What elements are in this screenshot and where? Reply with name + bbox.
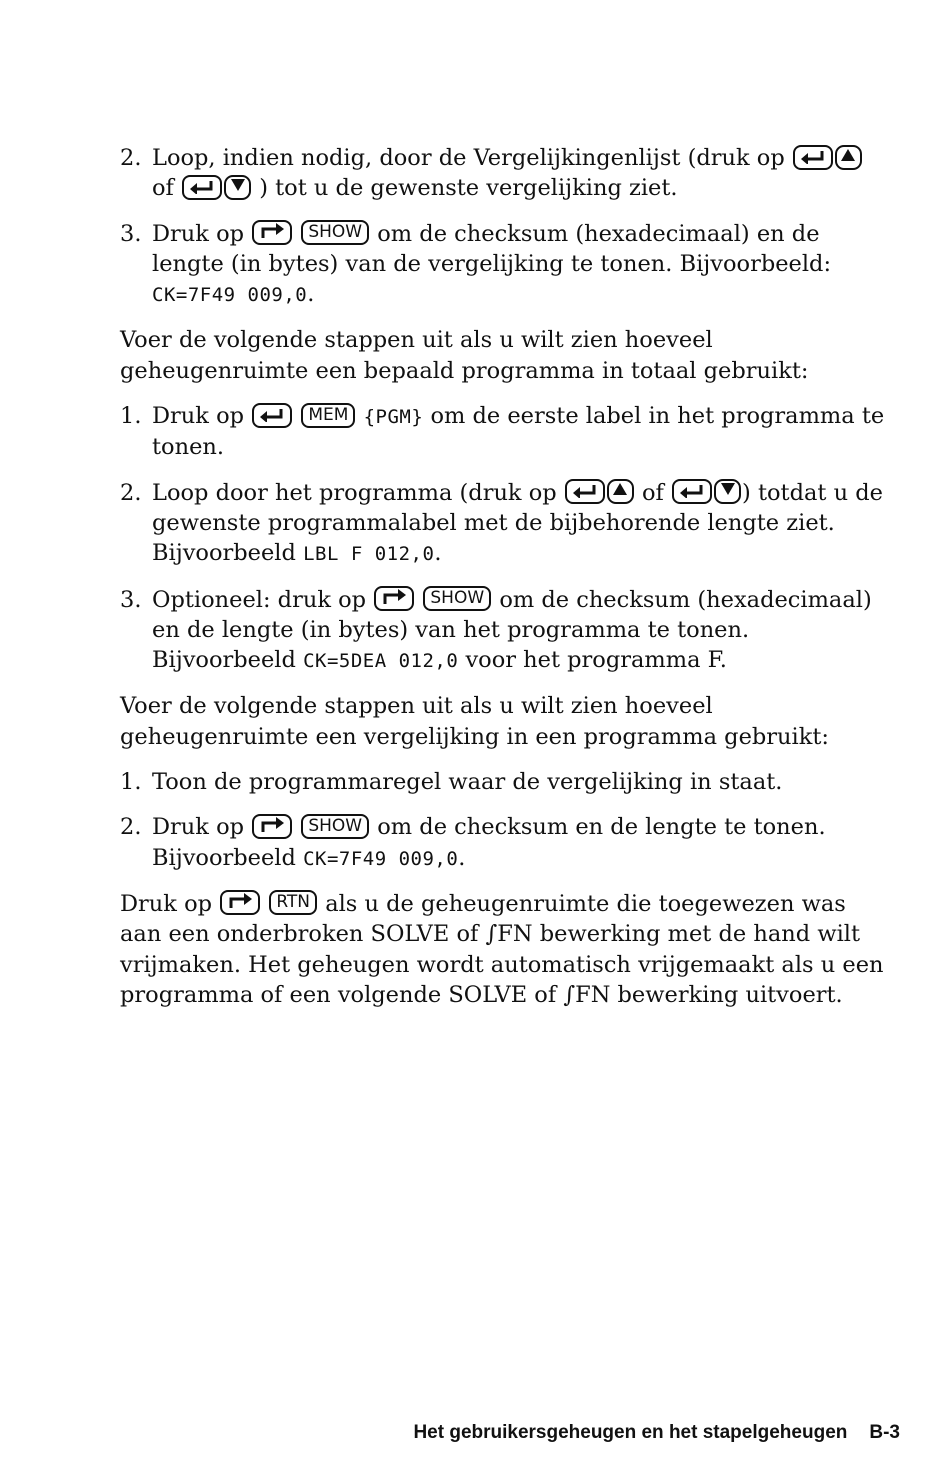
right-shift-key-icon	[220, 890, 260, 915]
left-shift-key-icon	[252, 403, 292, 428]
step-text: Optioneel: druk op SHOW om de checksum (hexadecimaal) en de lengte (in bytes) van het programma te tonen. Bijvoorbeeld CK=5DEA 012,0 voor het programma F.	[152, 586, 872, 674]
right-shift-key-icon	[252, 814, 292, 839]
step-text: Loop, indien nodig, door de Vergelijkingenlijst (druk op of ) tot u de gewenste vergelijking ziet.	[152, 143, 890, 204]
step-number: 1.	[120, 403, 142, 430]
footer-title: Het gebruikersgeheugen en het stapelgeheugen	[413, 1422, 848, 1443]
list-item	[120, 143, 890, 204]
step-text: Loop door het programma (druk op of ) totdat u de gewenste programmalabel met de bijbehorende lengte ziet. Bijvoorbeeld LBL F 012,0.	[152, 479, 883, 567]
up-arrow-key-icon	[835, 145, 862, 170]
show-key: SHOW	[301, 220, 369, 245]
list-item	[120, 767, 890, 797]
down-arrow-key-icon	[224, 175, 251, 200]
step-number: 3.	[120, 586, 142, 613]
display-readout: CK=5DEA 012,0	[303, 650, 459, 673]
right-shift-key-icon	[252, 220, 292, 245]
show-key: SHOW	[423, 586, 491, 611]
page-content	[120, 143, 890, 1025]
page-number: B-3	[869, 1422, 900, 1443]
step-text: Druk op MEM {PGM} om de eerste label in het programma te tonen.	[152, 403, 885, 461]
step-number: 2.	[120, 145, 142, 171]
step-text: Druk op SHOW om de checksum en de lengte te tonen. Bijvoorbeeld CK=7F49 009,0.	[152, 814, 826, 871]
integral-symbol: ∫	[485, 921, 498, 948]
up-arrow-key-icon	[607, 479, 634, 504]
right-shift-key-icon	[374, 586, 414, 611]
paragraph: Druk op RTN als u de geheugenruimte die toegewezen was aan een onderbroken SOLVE of ∫FN bewerking met de hand wilt vrijmaken. Het geheugen wordt automatisch vrijgemaakt als u een programma of een volgende SOLVE of ∫FN bewerking uitvoert.	[120, 890, 884, 1008]
display-readout: CK=7F49 009,0	[152, 284, 308, 307]
list-item	[120, 219, 890, 311]
step-number: 1.	[120, 769, 142, 796]
integral-symbol: ∫	[563, 981, 576, 1008]
rtn-key: RTN	[269, 890, 317, 915]
step-text: Druk op SHOW om de checksum (hexadecimaal) en de lengte (in bytes) van de vergelijking te tonen. Bijvoorbeeld: CK=7F49 009,0.	[152, 220, 832, 308]
list-item	[120, 478, 890, 570]
mem-key: MEM	[301, 403, 355, 428]
menu-label: {PGM}	[363, 406, 424, 429]
paragraph: Voer de volgende stappen uit als u wilt zien hoeveel geheugenruimte een bepaald programma in totaal gebruikt:	[120, 327, 809, 384]
show-key: SHOW	[301, 814, 369, 839]
page-footer	[0, 1422, 900, 1444]
step-number: 2.	[120, 479, 142, 506]
step-text: Toon de programmaregel waar de vergelijking in staat.	[152, 769, 783, 796]
paragraph: Voer de volgende stappen uit als u wilt zien hoeveel geheugenruimte een vergelijking in een programma gebruikt:	[120, 693, 829, 750]
down-arrow-key-icon	[714, 479, 741, 504]
step-number: 3.	[120, 220, 142, 247]
left-shift-key-icon	[182, 175, 222, 200]
left-shift-key-icon	[793, 145, 833, 170]
left-shift-key-icon	[565, 479, 605, 504]
left-shift-key-icon	[672, 479, 712, 504]
display-readout: LBL F 012,0	[303, 543, 435, 566]
step-number: 2.	[120, 814, 142, 841]
list-item	[120, 401, 890, 463]
list-item	[120, 585, 890, 677]
display-readout: CK=7F49 009,0	[303, 847, 459, 870]
list-item	[120, 812, 890, 874]
